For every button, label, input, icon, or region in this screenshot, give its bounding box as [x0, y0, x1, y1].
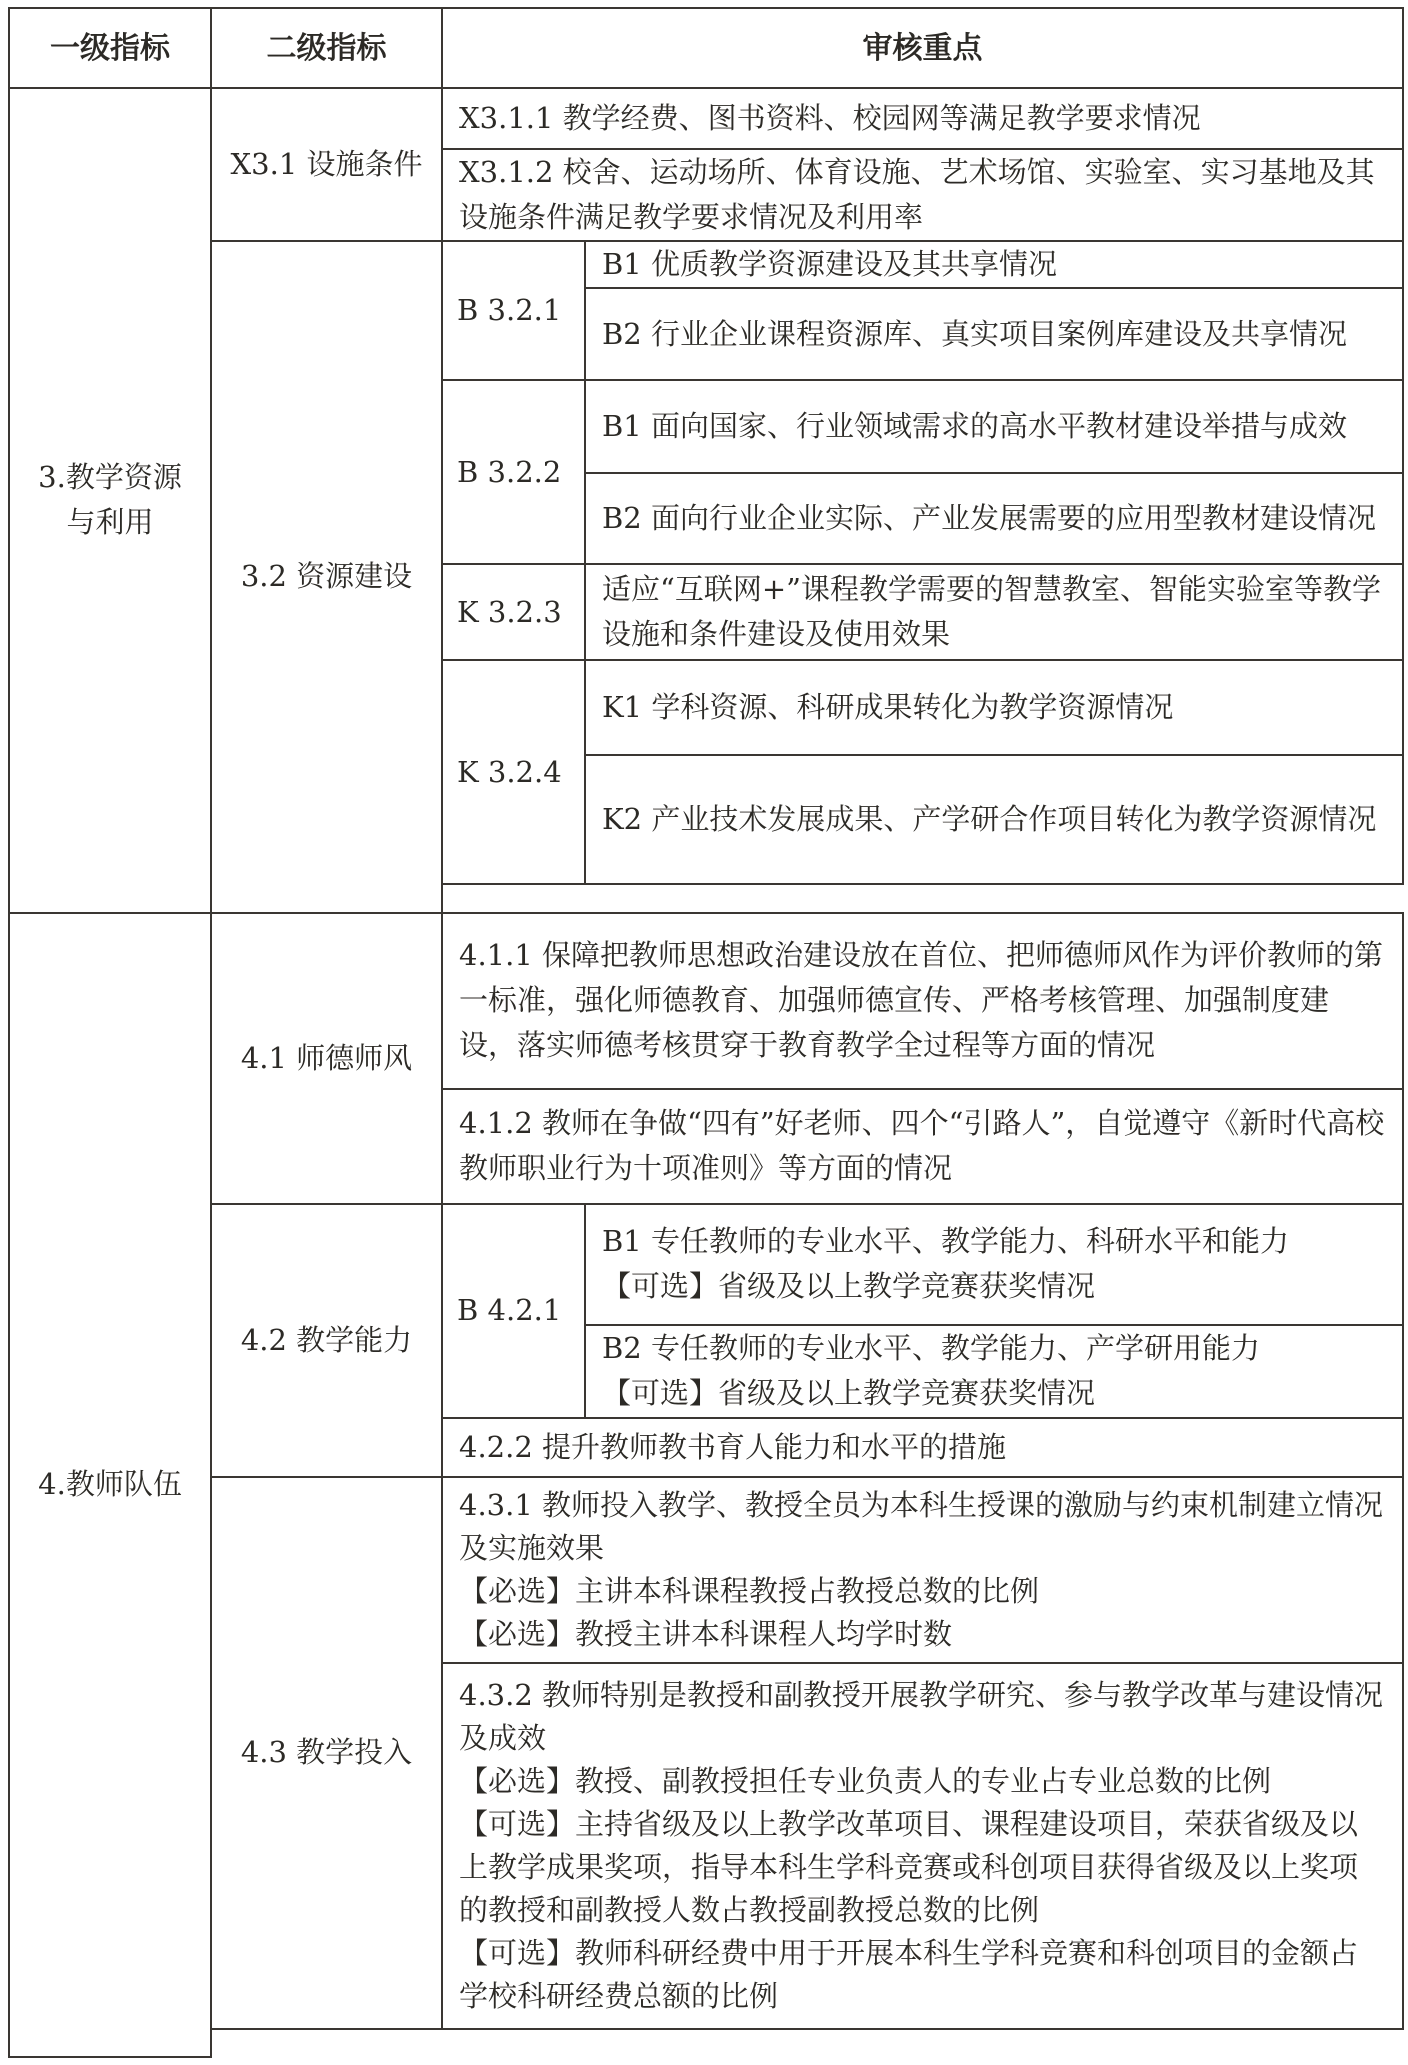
level2-cell: 4.1 师德师风: [211, 913, 442, 1204]
subitem-code: K 3.2.4: [442, 660, 585, 884]
header-level2: 二级指标: [211, 8, 442, 88]
table-row: [9, 1204, 1403, 1325]
review-point: 4.1.1 保障把教师思想政治建设放在首位、把师德师风作为评价教师的第一标准，强化师德教育、加强师德宣传、严格考核管理、加强制度建设，落实师德考核贯穿于教育教学全过程等方面的情况: [442, 913, 1403, 1089]
optional-note: 【可选】省级及以上教学竞赛获奖情况: [602, 1269, 1096, 1303]
review-point: B2 面向行业企业实际、产业发展需要的应用型教材建设情况: [585, 473, 1403, 564]
header-review-focus: 审核重点: [442, 8, 1403, 88]
review-point: 适应“互联网+”课程教学需要的智慧教室、智能实验室等教学设施和条件建设及使用效果: [585, 564, 1403, 660]
subitem-code: B 4.2.1: [442, 1204, 585, 1418]
audit-sheet: [8, 7, 1402, 2058]
optional-note: 【可选】主持省级及以上教学改革项目、课程建设项目，荣获省级及以上教学成果奖项，指导本科生学科竞赛或科创项目获得省级及以上奖项的教授和副教授人数占教授副教授总数的比例: [459, 1806, 1359, 1927]
level2-cell: 4.3 教学投入: [211, 1477, 442, 2029]
audit-indicator-table: [8, 7, 1404, 2058]
table-row-spacer: [9, 2029, 1403, 2058]
level1-cell: 3.教学资源与利用: [9, 88, 211, 913]
review-point: 4.2.2 提升教师教书育人能力和水平的措施: [442, 1418, 1403, 1477]
table-header-row: [9, 8, 1403, 88]
subitem-code: B 3.2.1: [442, 241, 585, 380]
subitem-code: K 3.2.3: [442, 564, 585, 660]
required-note: 【必选】教授、副教授担任专业负责人的专业占专业总数的比例: [459, 1763, 1272, 1798]
table-row: [9, 88, 1403, 149]
level2-cell: 3.2 资源建设: [211, 241, 442, 913]
review-point: K2 产业技术发展成果、产学研合作项目转化为教学资源情况: [585, 755, 1403, 884]
review-point: [442, 1663, 1403, 2029]
review-point: [442, 1477, 1403, 1663]
table-row: [9, 241, 1403, 288]
review-point: [585, 1325, 1403, 1418]
review-point: B2 行业企业课程资源库、真实项目案例库建设及共享情况: [585, 288, 1403, 380]
level1-cell: 4.教师队伍: [9, 913, 211, 2058]
review-point-main: B1 专任教师的专业水平、教学能力、科研水平和能力: [602, 1224, 1289, 1258]
review-point: [585, 1204, 1403, 1325]
level2-cell: X3.1 设施条件: [211, 88, 442, 241]
review-point-main: 4.3.1 教师投入教学、教授全员为本科生授课的激励与约束机制建立情况及实施效果: [459, 1487, 1384, 1565]
review-point: K1 学科资源、科研成果转化为教学资源情况: [585, 660, 1403, 755]
required-note: 【必选】主讲本科课程教授占教授总数的比例: [459, 1573, 1040, 1608]
review-point: B1 面向国家、行业领域需求的高水平教材建设举措与成效: [585, 380, 1403, 473]
level2-cell: 4.2 教学能力: [211, 1204, 442, 1477]
review-point: 4.1.2 教师在争做“四有”好老师、四个“引路人”，自觉遵守《新时代高校教师职业行为十项准则》等方面的情况: [442, 1089, 1403, 1204]
table-row: [9, 1477, 1403, 1663]
subitem-code: B 3.2.2: [442, 380, 585, 564]
required-note: 【必选】教授主讲本科课程人均学时数: [459, 1616, 953, 1651]
optional-note: 【可选】教师科研经费中用于开展本科生学科竞赛和科创项目的金额占学校科研经费总额的比例: [459, 1935, 1359, 2013]
review-point: B1 优质教学资源建设及其共享情况: [585, 241, 1403, 288]
optional-note: 【可选】省级及以上教学竞赛获奖情况: [602, 1376, 1096, 1410]
review-point-main: 4.3.2 教师特别是教授和副教授开展教学研究、参与教学改革与建设情况及成效: [459, 1677, 1384, 1755]
header-level1: 一级指标: [9, 8, 211, 88]
review-point-main: B2 专任教师的专业水平、教学能力、产学研用能力: [602, 1331, 1260, 1365]
review-point: X3.1.1 教学经费、图书资料、校园网等满足教学要求情况: [442, 88, 1403, 149]
table-row: [9, 913, 1403, 1089]
review-point: X3.1.2 校舍、运动场所、体育设施、艺术场馆、实验室、实习基地及其设施条件满足教学要求情况及利用率: [442, 149, 1403, 241]
